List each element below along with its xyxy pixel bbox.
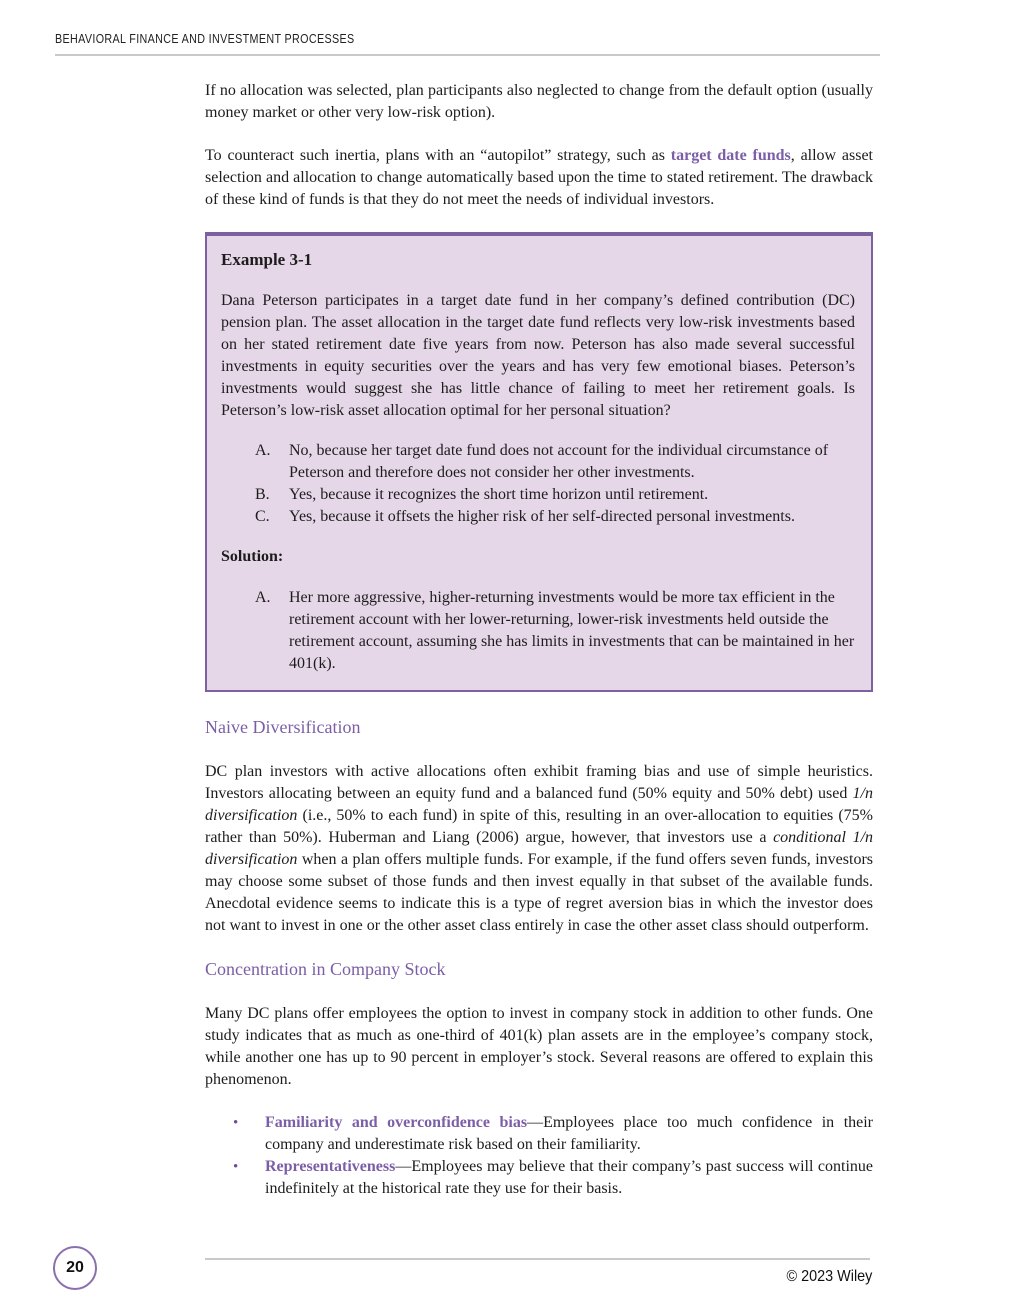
example-title: Example 3-1	[221, 250, 313, 269]
option-label: C.	[255, 508, 270, 525]
intro-paragraph-2: To counteract such inertia, plans with an “autopilot” strategy, such as target date funds, allow asset selection and allocation to change automatically based upon the time to stated retirement. The drawback of these kind of funds is that they do not meet the needs of individual investors.	[205, 147, 873, 208]
bullet-item-familiarity	[205, 1112, 873, 1156]
footer-rule	[205, 1258, 870, 1260]
example-option-list	[221, 440, 855, 528]
page-number-badge	[53, 1246, 97, 1290]
example-option-a	[221, 440, 855, 484]
main-text-column	[205, 80, 873, 1221]
page-number: 20	[66, 1259, 84, 1276]
option-text: Yes, because it offsets the higher risk of her self-directed personal investments.	[289, 508, 795, 525]
example-question-text: Dana Peterson participates in a target date fund in her company’s defined contribution (DC) pension plan. The asset allocation in the target date fund reflects very low-risk investments based on her stated retirement date five years from now. Peterson has also made several successful investments in equity securities over the years and has very few emotional biases. Peterson’s investments would suggest she has little chance of failing to meet her retirement goals. Is Peterson’s low-risk asset allocation optimal for her personal situation?	[221, 292, 855, 419]
solution-list	[221, 587, 855, 675]
section-heading-naive-diversification: Naive Diversification	[205, 717, 361, 737]
option-text: Her more aggressive, higher-returning investments would be more tax efficient in the retirement account with her lower-returning, lower-risk investments held outside the retirement account, assuming she has limits in investments that can be maintained in her 401(k).	[289, 589, 855, 672]
bullet-icon: •	[233, 1115, 239, 1131]
company-stock-paragraph: Many DC plans offer employees the option to invest in company stock in addition to other funds. One study indicates that as much as one-third of 401(k) plan assets are in the employee’s company stock, while another one has up to 90 percent in employer’s stock. Several reasons are offered to explain this phenomenon.	[205, 1005, 873, 1088]
solution-heading: Solution:	[221, 548, 284, 565]
option-text: Yes, because it recognizes the short time horizon until retirement.	[289, 486, 709, 503]
copyright-notice: © 2023 Wiley	[786, 1268, 872, 1285]
example-box	[205, 232, 873, 692]
bullet-item-representativeness	[205, 1156, 873, 1200]
example-option-c	[221, 506, 855, 528]
option-label: A.	[255, 589, 271, 606]
bullet-icon: •	[233, 1159, 239, 1175]
solution-item-a	[221, 587, 855, 675]
option-label: B.	[255, 486, 270, 503]
running-head	[55, 30, 880, 56]
naive-diversification-paragraph: DC plan investors with active allocations often exhibit framing bias and use of simple heuristics. Investors allocating between an equity fund and a balanced fund (50% equity and 50% debt) used 1/n diversification (i.e., 50% to each fund) in spite of this, resulting in an over-allocation to equities (75% rather than 50%). Huberman and Liang (2006) argue, however, that investors use a conditional 1/n diversification when a plan offers multiple funds. For example, if the fund offers seven funds, investors may choose some subset of those funds and then invest equally in that subset of the available funds. Anecdotal evidence seems to indicate this is a type of regret aversion bias in which the investor does not want to invest in one or the other asset class entirely in case the other asset class should outperform.	[205, 763, 874, 934]
option-text: No, because her target date fund does not account for the individual circumstance of Peterson and therefore does not consider her other investments.	[289, 442, 829, 481]
bullet-text: Representativeness—Employees may believe that their company’s past success will continue indefinitely at the historical rate they use for their basis.	[265, 1158, 873, 1197]
running-head-title: BEHAVIORAL FINANCE AND INVESTMENT PROCESSES	[55, 32, 355, 46]
section-heading-company-stock: Concentration in Company Stock	[205, 959, 446, 979]
intro-paragraph-1: If no allocation was selected, plan participants also neglected to change from the default option (usually money market or other very low-risk option).	[205, 82, 873, 121]
example-option-b	[221, 484, 855, 506]
bullet-text: Familiarity and overconfidence bias—Employees place too much confidence in their company and underestimate risk based on their familiarity.	[265, 1114, 874, 1153]
option-label: A.	[255, 442, 271, 459]
company-stock-bullet-list	[205, 1112, 873, 1200]
